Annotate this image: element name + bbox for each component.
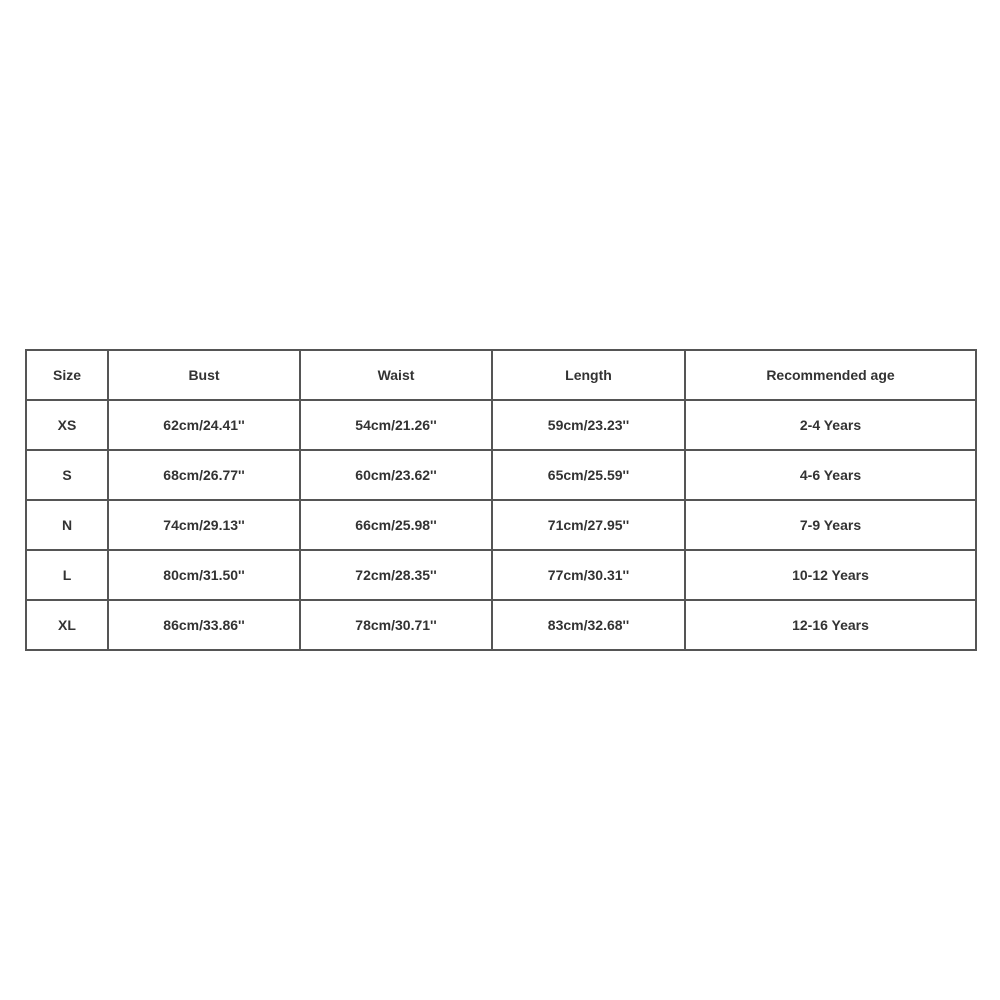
cell-size: L xyxy=(26,550,108,600)
cell-recommended-age: 2-4 Years xyxy=(685,400,976,450)
cell-waist: 60cm/23.62'' xyxy=(300,450,492,500)
table-header xyxy=(26,350,976,400)
cell-waist: 78cm/30.71'' xyxy=(300,600,492,650)
cell-bust: 74cm/29.13'' xyxy=(108,500,300,550)
header-bust: Bust xyxy=(108,350,300,400)
table-row xyxy=(26,600,976,650)
cell-bust: 86cm/33.86'' xyxy=(108,600,300,650)
header-size: Size xyxy=(26,350,108,400)
cell-waist: 66cm/25.98'' xyxy=(300,500,492,550)
cell-recommended-age: 10-12 Years xyxy=(685,550,976,600)
cell-size: N xyxy=(26,500,108,550)
cell-waist: 54cm/21.26'' xyxy=(300,400,492,450)
cell-waist: 72cm/28.35'' xyxy=(300,550,492,600)
header-length: Length xyxy=(492,350,685,400)
table-row xyxy=(26,450,976,500)
cell-size: XL xyxy=(26,600,108,650)
cell-length: 77cm/30.31'' xyxy=(492,550,685,600)
cell-length: 65cm/25.59'' xyxy=(492,450,685,500)
header-waist: Waist xyxy=(300,350,492,400)
header-row xyxy=(26,350,976,400)
cell-recommended-age: 4-6 Years xyxy=(685,450,976,500)
cell-bust: 62cm/24.41'' xyxy=(108,400,300,450)
cell-length: 83cm/32.68'' xyxy=(492,600,685,650)
header-recommended-age: Recommended age xyxy=(685,350,976,400)
cell-size: S xyxy=(26,450,108,500)
table-row xyxy=(26,550,976,600)
cell-bust: 80cm/31.50'' xyxy=(108,550,300,600)
table-row xyxy=(26,400,976,450)
cell-size: XS xyxy=(26,400,108,450)
cell-length: 71cm/27.95'' xyxy=(492,500,685,550)
cell-length: 59cm/23.23'' xyxy=(492,400,685,450)
cell-bust: 68cm/26.77'' xyxy=(108,450,300,500)
size-chart-table xyxy=(25,349,977,651)
cell-recommended-age: 12-16 Years xyxy=(685,600,976,650)
table-row xyxy=(26,500,976,550)
table-body xyxy=(26,400,976,650)
cell-recommended-age: 7-9 Years xyxy=(685,500,976,550)
